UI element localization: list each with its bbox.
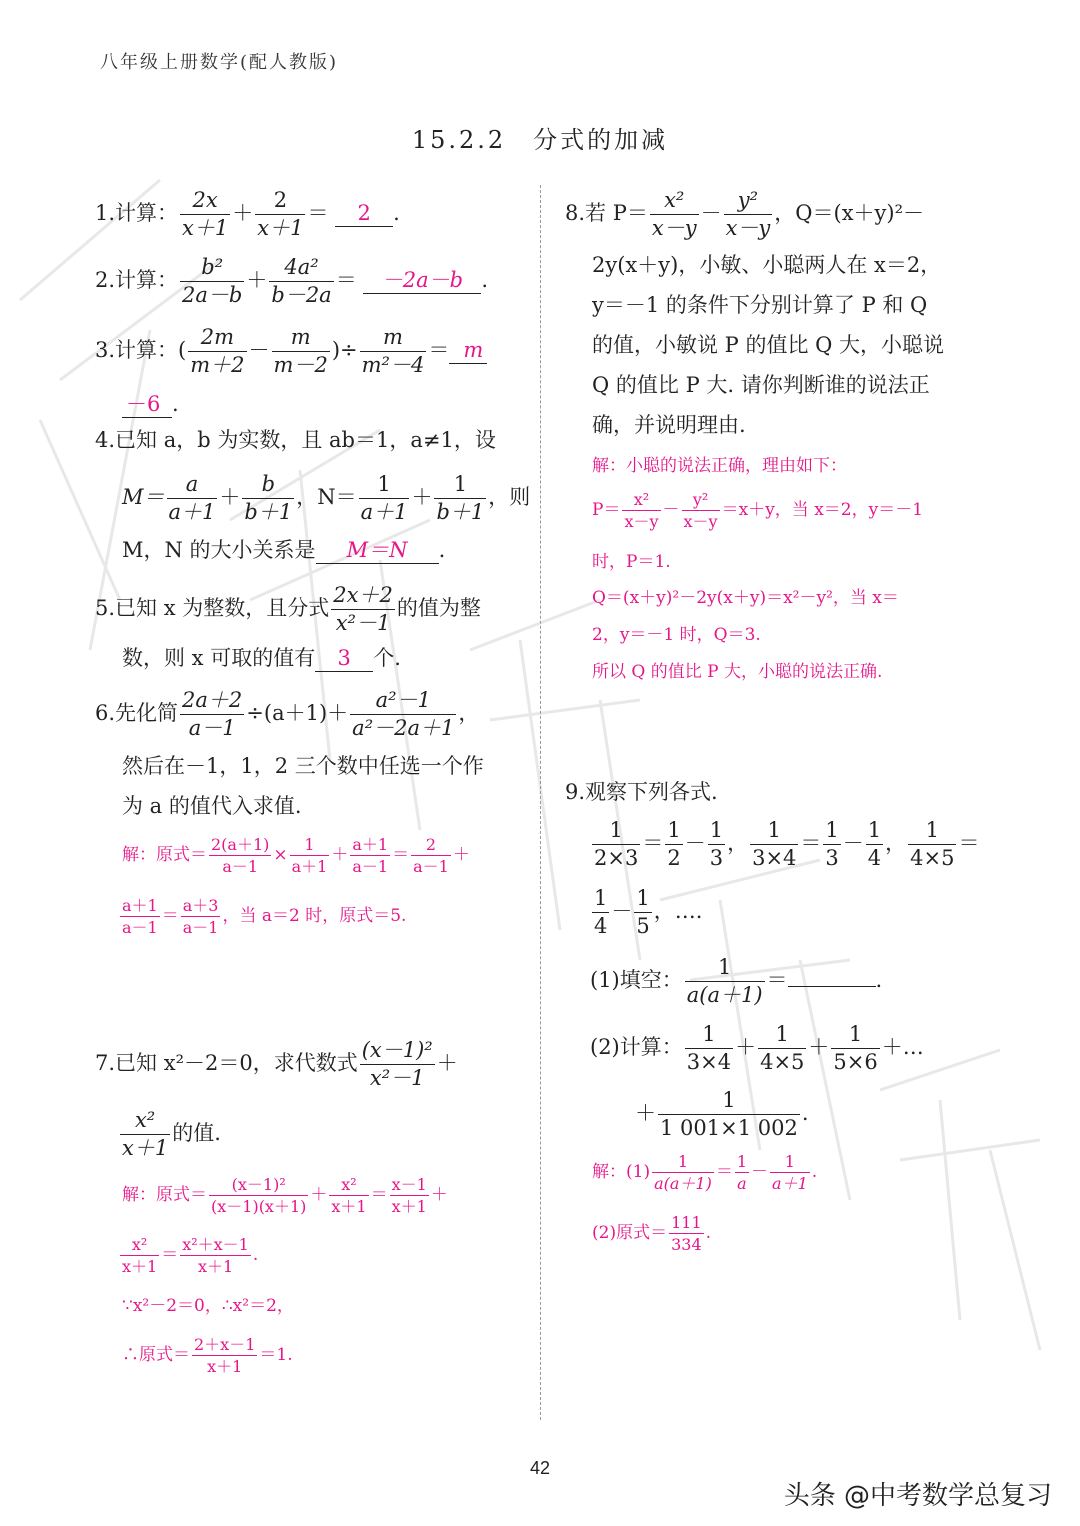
question-7-line2: $\frac{\text{x²}}{x+1}$ 的值. (122, 1108, 221, 1161)
fraction: $\frac{m}{m-2}$ (273, 325, 328, 378)
question-6-line3: 为 a 的值代入求值. (122, 794, 302, 818)
answer-blank: M＝N (316, 538, 439, 564)
question-4: 4.已知 a，b 为实数，且 ab＝1，a≠1，设 (95, 428, 496, 452)
question-8: 8.若 P＝ $\frac{\text{x²}}{x-y}$ － $\frac{\text{y²}}{x-y}$ ，Q＝(x＋y)²－ (565, 188, 925, 241)
section-title: 15.2.2 分式的加减 (411, 126, 669, 154)
answer-blank: －2a－b (363, 268, 481, 294)
question-2: 2.计算： $\frac{\text{b²}}{2a-b}$ ＋ $\frac{\text{4a²}}{b-2a}$ ＝ －2a－b . (95, 255, 489, 308)
question-9-part1: (1)填空： $\frac{1}{a(a+1)}$ ＝ . (590, 955, 883, 1008)
fraction: $\frac{\text{b²}}{2a-b}$ (182, 255, 243, 308)
question-8-line2: 2y(x＋y)，小敏、小聪两人在 x＝2， (592, 253, 942, 277)
solution-8-line3: 时，P＝1. (592, 552, 671, 572)
solution-8-line6: 所以 Q 的值比 P 大，小聪的说法正确. (592, 662, 883, 682)
question-9-examples-cont: $\frac{1}{4}$ － $\frac{1}{5}$ ，…. (594, 886, 703, 939)
solution-7-line1: 解：原式＝ $\frac{\text{(x－1)²}}{(x-1)(x+1)}$ ＋ $\frac{\text{x²}}{x+1}$ ＝ $\frac{x-1}{x+1}$ ＋ (122, 1175, 448, 1217)
solution-7-line4: ∴原式＝ $\frac{2+x-1}{x+1}$ ＝1. (122, 1335, 293, 1377)
answer-blank: 3 (315, 646, 373, 672)
question-9-examples: $\frac{1}{2\times 3}$ ＝ $\frac{1}{2}$ － $\frac{1}{3}$ ， $\frac{1}{3\times 4}$ ＝ $\frac{1}{3}$ － $\frac{1}{4}$ ， $\frac{1}{4\times 5}$ ＝ (594, 818, 980, 871)
answer-blank (788, 986, 876, 987)
page-number: 42 (529, 1458, 551, 1478)
solution-9-line2: (2)原式＝ $\frac{111}{334}$ . (592, 1213, 712, 1255)
question-1: 1.计算： $\frac{2x}{x+1}$ ＋ $\frac{2}{x+1}$ ＝ 2 . (95, 188, 400, 241)
answer-blank-numerator: m (449, 338, 487, 364)
fraction: $\frac{m}{\text{m²－4}}$ (361, 325, 425, 378)
fraction: $\frac{2m}{m+2}$ (190, 325, 245, 378)
solution-8-line4: Q＝(x＋y)²－2y(x＋y)＝x²－y²，当 x＝ (592, 588, 899, 608)
question-number: 1. (95, 201, 116, 226)
solution-8-line5: 2，y＝－1 时，Q＝3. (592, 625, 761, 645)
question-6: 6.先化简 $\frac{2a+2}{a-1}$ ÷(a＋1)＋ $\frac{\text{a²－1}}{\text{a²－2a＋1}}$ ， (95, 688, 480, 741)
question-8-line3: y＝－1 的条件下分别计算了 P 和 Q (592, 293, 928, 317)
solution-8-line2: P＝ $\frac{\text{x²}}{x-y}$ － $\frac{\text{y²}}{x-y}$ ＝x＋y，当 x＝2，y＝－1 (592, 490, 924, 532)
question-8-line6: 确，并说明理由. (592, 413, 746, 437)
solution-7-line3: ∵x²－2＝0，∴x²＝2， (122, 1296, 294, 1316)
question-5-line2: 数，则 x 可取的值有 3 个. (122, 646, 401, 672)
solution-6-line2: $\frac{a+1}{a-1}$ ＝ $\frac{a+3}{a-1}$ ，当 a＝2 时，原式＝5. (122, 896, 407, 938)
question-8-line5: Q 的值比 P 大. 请你判断谁的说法正 (592, 373, 930, 397)
question-6-line2: 然后在－1，1，2 三个数中任选一个作 (122, 754, 484, 778)
question-3: 3.计算：( $\frac{2m}{m+2}$ － $\frac{m}{m-2}$ )÷ $\frac{m}{\text{m²－4}}$ ＝ m (95, 325, 487, 378)
solution-8-line1: 解：小聪的说法正确，理由如下： (592, 456, 847, 476)
question-4-line2: M＝ $\frac{a}{a+1}$ ＋ $\frac{b}{b+1}$ ，N＝ $\frac{1}{a+1}$ ＋ $\frac{1}{b+1}$ ，则 (122, 472, 531, 525)
question-7: 7.已知 x²－2＝0，求代数式 $\frac{\text{(x－1)²}}{\text{x²－1}}$ ＋ (95, 1038, 458, 1091)
source-watermark: 头条 @中考数学总复习 (783, 1481, 1052, 1511)
fraction: $\frac{\text{4a²}}{b-2a}$ (271, 255, 332, 308)
question-8-line4: 的值，小敏说 P 的值比 Q 大，小聪说 (592, 333, 945, 357)
solution-6-line1: 解：原式＝ $\frac{2(a+1)}{a-1}$ × $\frac{1}{a+1}$ ＋ $\frac{a+1}{a-1}$ ＝ $\frac{2}{a-1}$ ＋ (122, 835, 470, 877)
answer-blank-denominator: －6 (122, 392, 172, 418)
solution-9-line1: 解：(1) $\frac{1}{a(a+1)}$ ＝ $\frac{1}{a}$ － $\frac{1}{a+1}$ . (592, 1152, 818, 1194)
question-text: 计算： (115, 201, 179, 226)
book-header: 八年级上册数学(配人教版) (100, 52, 339, 73)
solution-7-line2: $\frac{\text{x²}}{x+1}$ ＝ $\frac{\text{x²＋x－1}}{x+1}$ . (122, 1235, 259, 1277)
question-5: 5.已知 x 为整数，且分式 $\frac{2x+2}{\text{x²－1}}$ 的值为整 (95, 583, 481, 636)
fraction: $\frac{2}{x+1}$ (257, 188, 304, 241)
question-9: 9.观察下列各式. (565, 780, 718, 804)
fraction: $\frac{2x}{x+1}$ (182, 188, 229, 241)
question-3-cont: －6 . (122, 392, 179, 418)
question-9-part2: (2)计算： $\frac{1}{3\times 4}$ ＋ $\frac{1}{4\times 5}$ ＋ $\frac{1}{5\times 6}$ ＋… (590, 1022, 924, 1075)
question-4-line3: M，N 的大小关系是 M＝N . (122, 538, 445, 564)
column-divider (540, 185, 541, 1420)
question-9-part2-cont: ＋ $\frac{1}{1 001\times 1 002}$ . (635, 1088, 809, 1141)
answer-blank: 2 (335, 201, 393, 227)
